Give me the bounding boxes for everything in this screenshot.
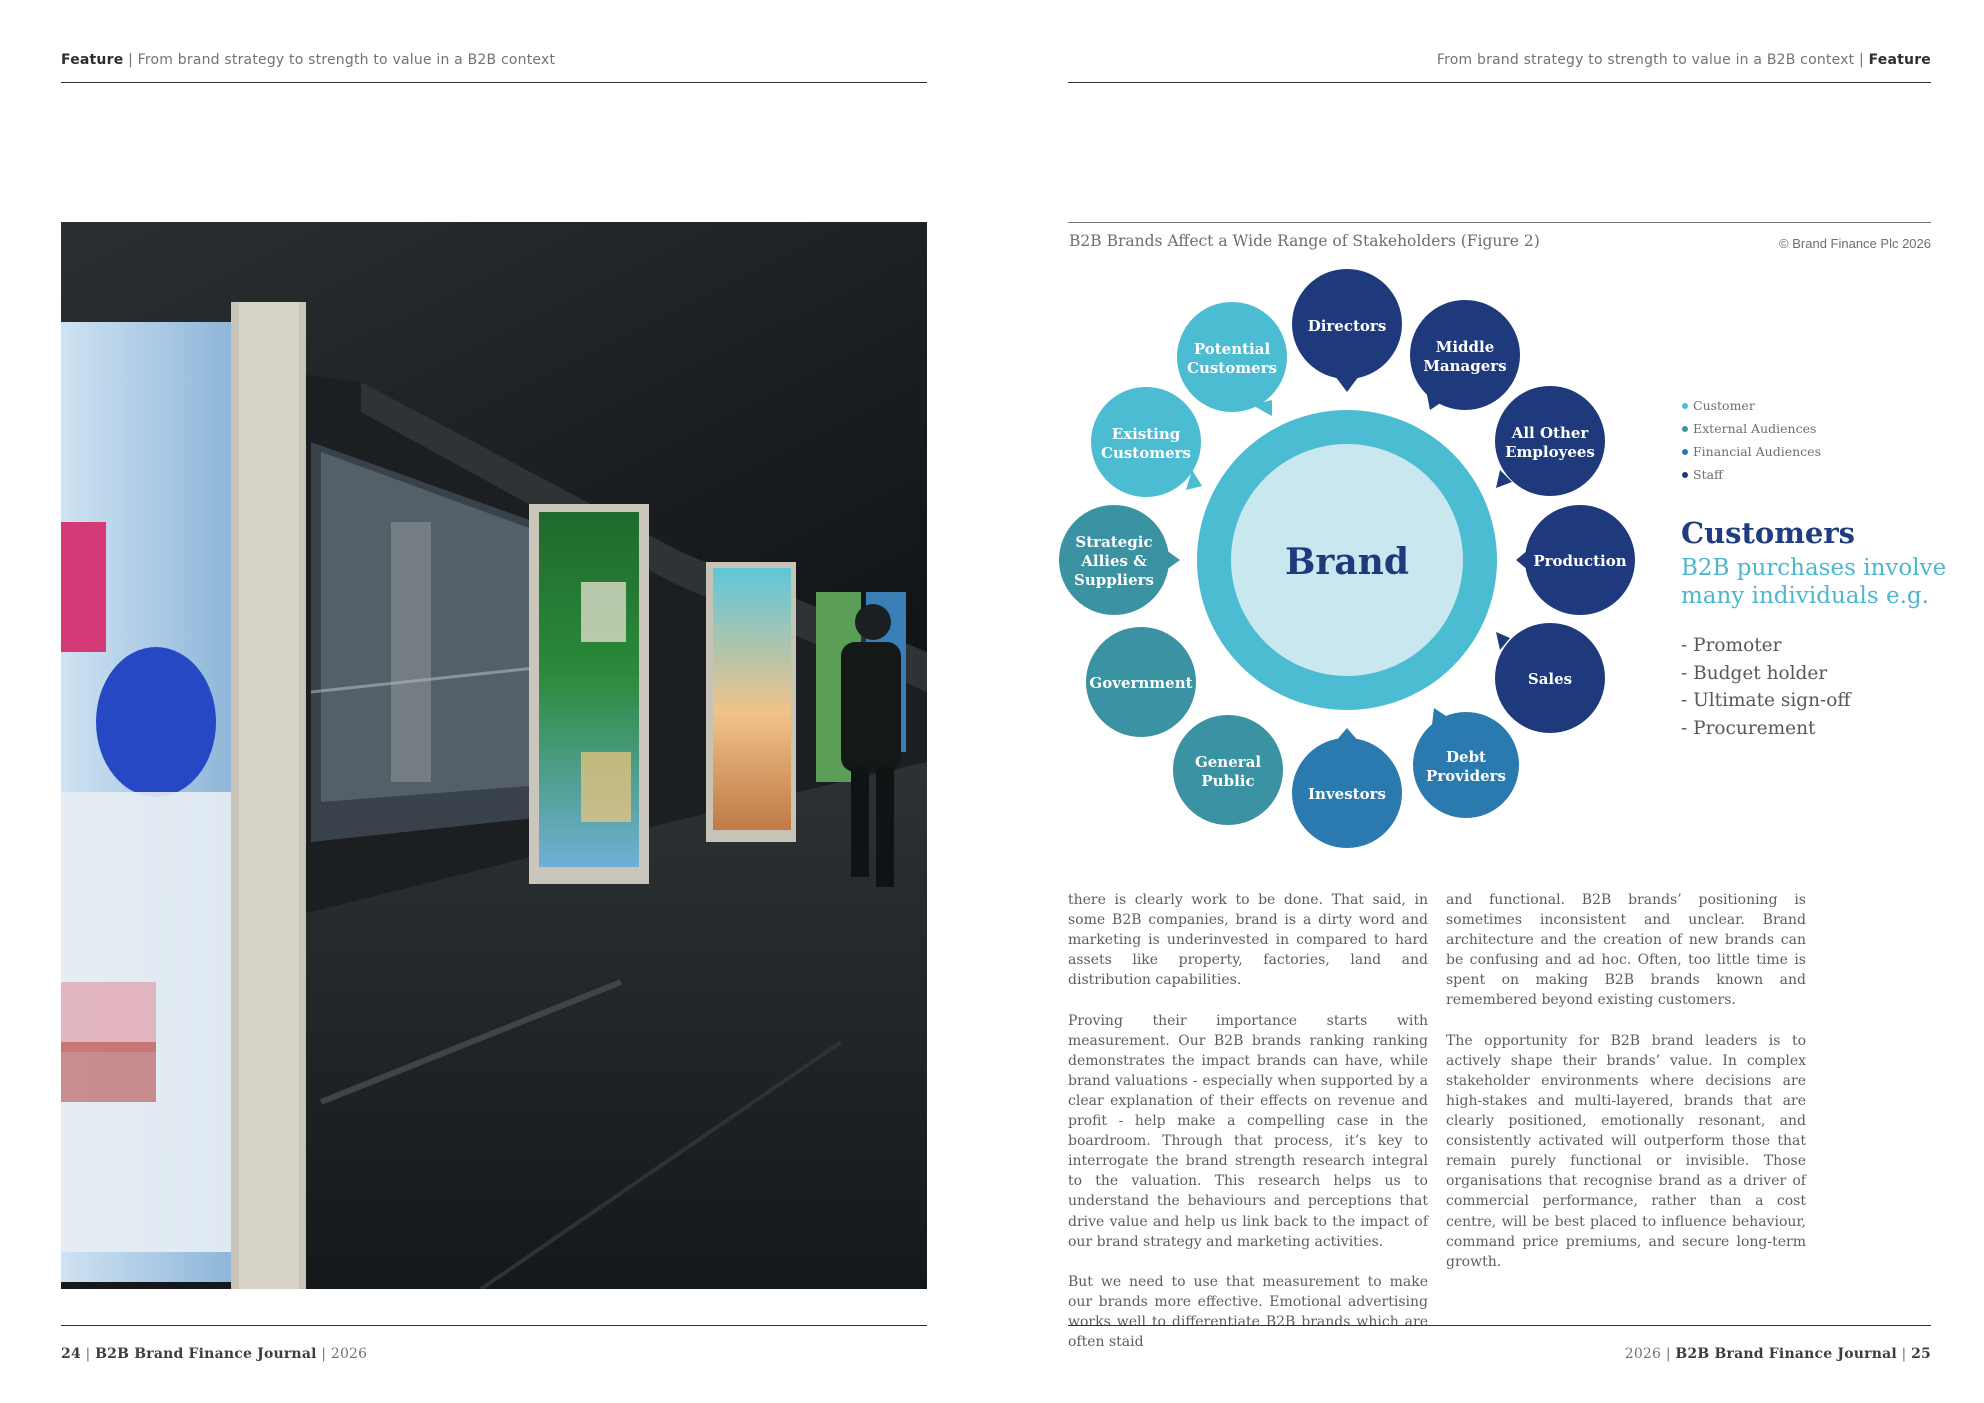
footer-separator: | <box>1665 1346 1671 1362</box>
header-separator: | <box>128 52 133 68</box>
list-item: - Procurement <box>1681 717 1816 739</box>
brand-center-label: Brand <box>1284 541 1410 583</box>
svg-text:Strategic: Strategic <box>1075 533 1153 551</box>
svg-text:Managers: Managers <box>1423 357 1507 375</box>
list-item: - Budget holder <box>1681 662 1828 684</box>
footer-separator: | <box>321 1346 327 1362</box>
stakeholder-general-public <box>1173 715 1283 825</box>
svg-text:Public: Public <box>1201 772 1255 790</box>
svg-text:All Other: All Other <box>1511 424 1589 442</box>
page-number: 24 <box>61 1346 81 1362</box>
stakeholder-sales <box>1495 623 1605 733</box>
svg-text:Employees: Employees <box>1505 443 1595 461</box>
body-paragraph: and functional. B2B brands’ positioning is sometimes inconsistent and unclear. Brand architecture and the creation of new brands can be confusing and ad hoc. Often, too little time is spent on making B2B brands known and remembered beyond existing customers. <box>1446 892 1806 1009</box>
figure-credit: © Brand Finance Plc 2026 <box>1779 236 1931 251</box>
journal-name: B2B Brand Finance Journal <box>1675 1346 1897 1362</box>
stakeholder-directors <box>1292 269 1402 392</box>
legend-item-staff: Staff <box>1682 463 1821 486</box>
footer-year: 2026 <box>330 1346 368 1362</box>
header-section-label: Feature <box>61 52 124 68</box>
legend-swatch <box>1682 403 1688 409</box>
page-number: 25 <box>1911 1346 1931 1362</box>
svg-text:Production: Production <box>1533 552 1627 570</box>
footer-year: 2026 <box>1624 1346 1662 1362</box>
diagram-legend <box>1682 394 1821 486</box>
customers-heading: Customers <box>1681 516 1855 550</box>
svg-text:Allies &: Allies & <box>1081 552 1147 570</box>
svg-text:Potential: Potential <box>1193 340 1271 358</box>
list-item: - Promoter <box>1681 635 1782 656</box>
footer-separator: | <box>85 1346 91 1362</box>
svg-text:Existing: Existing <box>1111 425 1181 443</box>
svg-text:Directors: Directors <box>1307 317 1387 335</box>
body-column-1 <box>1068 890 1428 1372</box>
svg-text:Suppliers: Suppliers <box>1073 571 1155 589</box>
body-column-2 <box>1446 890 1806 1292</box>
right-footer-rule <box>1068 1325 1931 1326</box>
svg-text:Customers: Customers <box>1101 444 1191 462</box>
right-footer <box>1625 1346 1931 1362</box>
customers-subheading: B2B purchases involve many individuals e.g. <box>1681 555 1947 609</box>
legend-swatch <box>1682 472 1688 478</box>
header-title: From brand strategy to strength to value in a B2B context <box>137 52 556 68</box>
list-item: - Ultimate sign-off <box>1681 690 1851 711</box>
svg-text:Providers: Providers <box>1426 767 1506 785</box>
body-paragraph: The opportunity for B2B brand leaders is to actively shape their brands’ value. In complex stakeholder environments where decisions are high-stakes and multi-layered, brands that are clearly positioned, emotionally resonant, and consistently activated will outperform those that remain purely functional or invisible. Those organisations that recognise brand as a driver of commercial performance, rather than a cost centre, will be best placed to influence behaviour, command price premiums, and secure long-term growth. <box>1446 1032 1806 1270</box>
legend-swatch <box>1682 449 1688 455</box>
stakeholder-debt-providers <box>1413 708 1519 818</box>
stakeholder-government <box>1086 627 1196 737</box>
stakeholder-all-other-employees <box>1495 386 1605 496</box>
stakeholder-potential-customers <box>1177 302 1287 416</box>
svg-text:Investors: Investors <box>1308 785 1386 803</box>
legend-item-customer: Customer <box>1682 394 1821 417</box>
svg-text:General: General <box>1194 753 1262 771</box>
legend-swatch <box>1682 426 1688 432</box>
legend-item-financial: Financial Audiences <box>1682 440 1821 463</box>
body-paragraph: But we need to use that measurement to make our brands more effective. Emotional advertising works well to differentiate B2B brands which are often staid <box>1068 1273 1428 1351</box>
stakeholder-existing-customers <box>1091 387 1202 497</box>
customers-roles-list <box>1681 632 1851 742</box>
stakeholder-production <box>1516 505 1635 615</box>
svg-text:Government: Government <box>1089 674 1193 692</box>
stakeholder-investors <box>1292 728 1402 848</box>
header-section-label: Feature <box>1868 52 1931 68</box>
body-paragraph: there is clearly work to be done. That said, in some B2B companies, brand is a dirty word and marketing is underinvested in compared to hard assets like property, factories, land and distribution capabilities. <box>1068 892 1428 989</box>
body-paragraph: Proving their importance starts with measurement. Our B2B brands ranking ranking demonstrates the impact brands can have, while brand valuations - especially when supported by a clear explanation of their effects on revenue and profit - help make a compelling case in the boardroom. Through that process, it’s key to interrogate the brand strength research integral to the valuation. This research helps us to understand the behaviours and perceptions that drive value and help us link back to the impact of our brand strategy and marketing activities. <box>1068 1012 1428 1250</box>
journal-name: B2B Brand Finance Journal <box>95 1346 317 1362</box>
stakeholder-strategic-allies <box>1059 505 1180 615</box>
svg-text:Debt: Debt <box>1446 748 1486 766</box>
legend-item-external: External Audiences <box>1682 417 1821 440</box>
figure-title: B2B Brands Affect a Wide Range of Stakeholders (Figure 2) <box>1069 232 1540 250</box>
footer-separator: | <box>1901 1346 1907 1362</box>
svg-text:Middle: Middle <box>1435 338 1495 356</box>
svg-text:Customers: Customers <box>1187 359 1277 377</box>
header-title: From brand strategy to strength to value in a B2B context <box>1436 52 1855 68</box>
header-separator: | <box>1859 52 1864 68</box>
svg-text:Sales: Sales <box>1527 670 1573 688</box>
stakeholder-middle-managers <box>1410 300 1520 410</box>
